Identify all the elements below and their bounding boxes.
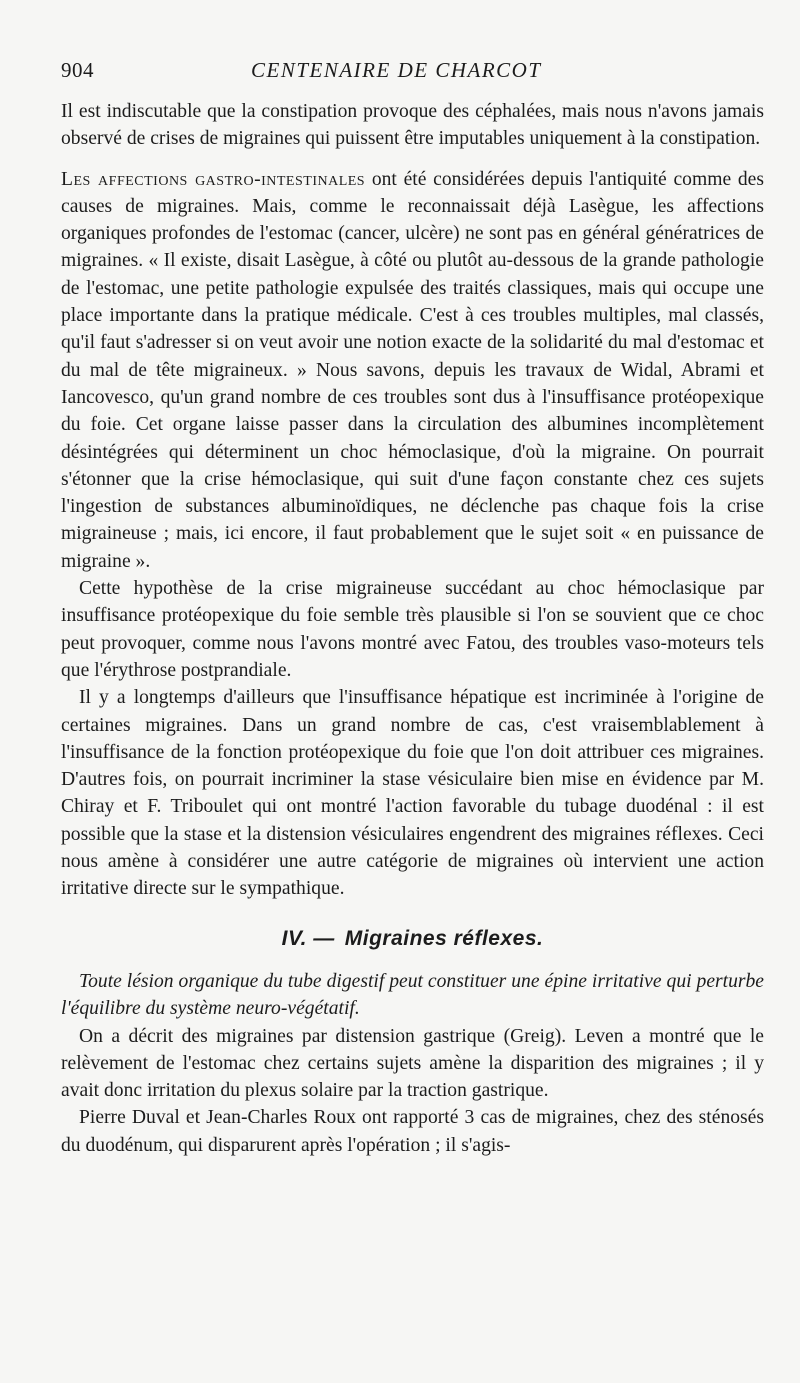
paragraph-hepatic <box>61 684 764 902</box>
section-title: Migraines réflexes. <box>344 926 544 950</box>
page-number: 904 <box>61 58 94 82</box>
paragraph-text: Il est indiscutable que la constipation provoque des céphalées, mais nous n'avons jamais observé de crises de migraines qui puissent être imputables uniquement à la constipation. <box>61 101 764 150</box>
paragraph-text: ont été considérées depuis l'antiquité comme des causes de migraines. Mais, comme le reconnaissait déjà Lasègue, les affections organiques profondes de l'estomac (cancer, ulcère) ne sont pas en général génératrices de migraines. « Il existe, disait Lasègue, à côté ou plutôt au-dessous de la grande pathologie de l'estomac, une petite pathologie expulsée des traités classiques, mais qui occupe une place importante dans la pratique médicale. C'est à ces troubles multiples, mal classés, qu'il faut s'adresser si on veut avoir une notion exacte de la solidarité du mal d'estomac et du mal de tête migraineux. » Nous savons, depuis les travaux de Widal, Abrami et Iancovesco, qu'un grand nombre de ces troubles sont dus à l'insuffisance protéopexique du foie. Cet organe laisse passer dans la circulation des albumines incomplètement désintégrées qui déterminent un choc hémoclasique, d'où la migraine. On pourrait s'étonner que la crise hémoclasique, qui suit d'une façon constante chez ces sujets l'ingestion de substances albuminoïdiques, ne déclenche pas chaque fois la crise migraineuse ; mais, ici encore, il faut probablement que le sujet soit « en puissance de migraine ». <box>61 168 764 572</box>
running-title: CENTENAIRE DE CHARCOT <box>251 58 542 82</box>
running-head <box>61 58 764 98</box>
paragraph-constipation <box>61 98 764 153</box>
paragraph-gastro-intestinal <box>61 166 764 575</box>
paragraph-text: Cette hypothèse de la crise migraineuse succédant au choc hémoclasique par insuffisance protéopexique du foie semble très plausible si l'on se souvient que ce choc peut provoquer, comme nous l'avons montré avec Fatou, des troubles vaso-moteurs tels que l'érythrose postprandiale. <box>61 578 764 681</box>
paragraph-text: Pierre Duval et Jean-Charles Roux ont rapporté 3 cas de migraines, chez des sténosés du duodénum, qui disparurent après l'opération ; il s'agis- <box>61 1107 764 1156</box>
paragraph-duodenum <box>61 1104 764 1159</box>
paragraph-text: Toute lésion organique du tube digestif peut constituer une épine irritative qui perturbe l'équilibre du système neuro-végétatif. <box>61 970 764 1020</box>
paragraph-text: On a décrit des migraines par distension gastrique (Greig). Leven a montré que le relèvement de l'estomac chez certains sujets amène la disparition des migraines ; il y avait donc irritation du plexus solaire par la traction gastrique. <box>61 1025 764 1102</box>
paragraph-text: Il y a longtemps d'ailleurs que l'insuffisance hépatique est incriminée à l'origine de certaines migraines. Dans un grand nombre de cas, c'est vraisemblablement à l'insuffisance de la fonction protéopexique du foie que l'on doit attribuer ces migraines. D'autres fois, on pourrait incriminer la stase vésiculaire bien mise en évidence par M. Chiray et F. Triboulet qui ont montré l'action favorable du tubage duodénal : il est possible que la stase et la distension vésiculaires engendrent des migraines réflexes. Ceci nous amène à considérer une autre catégorie de migraines où intervient une action irritative directe sur le sympathique. <box>61 687 764 900</box>
paragraph-lead-statement <box>61 968 764 1023</box>
body-text <box>61 98 764 1159</box>
section-number: IV. — <box>281 926 335 950</box>
paragraph-gastric-distension <box>61 1023 764 1105</box>
paragraph-lead-smallcaps: Les affections gastro-intestinales <box>61 168 366 190</box>
section-heading <box>61 925 764 952</box>
paragraph-hypothesis <box>61 575 764 684</box>
